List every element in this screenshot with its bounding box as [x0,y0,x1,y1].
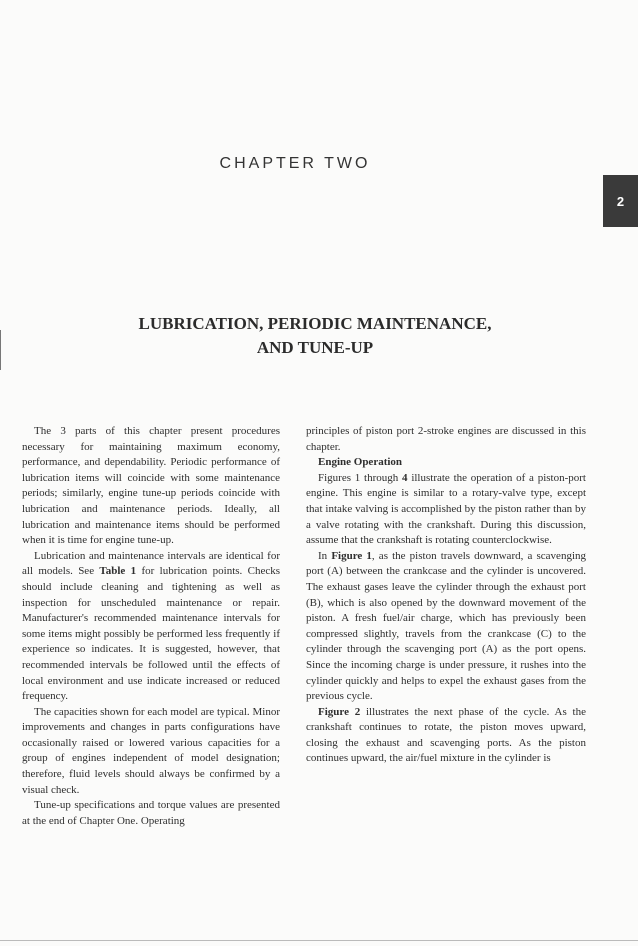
chapter-heading: CHAPTER TWO [219,155,371,172]
paragraph: The capacities shown for each model are typical. Minor improvements and changes in parts configurations have occasionally raised or lowered various capacities for a group of engines independent of model designation; therefore, fluid levels should always be confirmed by a visual check. [22,705,280,796]
section-heading: Engine Operation [318,456,403,469]
bottom-rule [0,940,638,941]
paragraph: Lubrication and maintenance intervals are identical for all models. See Table 1 for lubrication points. Checks should include cleaning and tightening as well as inspection for unscheduled maintenance or repair. Manufacturer's recommended maintenance intervals for some items might possibly be performed less frequently if experience so indicates. It is suggested, however, that recommended intervals be followed until the effects of local environment and use indicate increased or reduced frequency. [22,549,281,703]
left-column [22,424,280,829]
figure-reference: Figure 1 [331,549,372,562]
figure-reference: Figure 2 [318,705,361,718]
paragraph: Figure 2 illustrates the next phase of the cycle. As the crankshaft continues to rotate, the piston moves upward, closing the exhaust and scavenging ports. As the piston continues upward, the air/fuel mixture in the cylinder is [306,705,586,765]
paragraph: Tune-up specifications and torque values are presented at the end of Chapter One. Operating [22,799,280,827]
right-column [306,424,586,767]
chapter-title [40,312,590,360]
figure-reference: 4 [402,471,408,484]
chapter-title-line2: AND TUNE-UP [256,338,374,357]
chapter-tab: 2 [603,175,638,227]
paragraph: The 3 parts of this chapter present procedures necessary for maintaining maximum economy, performance, and dependability. Periodic performance of lubrication items will coincide with some maintenance periods; similarly, engine tune-up periods coincide with lubrication and maintenance periods. Ideally, all lubrication and maintenance items should be performed when it is time for engine tune-up. [22,425,280,547]
left-margin-rule [0,330,1,370]
table-reference: Table 1 [99,565,137,578]
paragraph: Figures 1 through 4 illustrate the operation of a piston-port engine. This engine is similar to a rotary-valve type, except that intake valving is accomplished by the piston rather than by a valve rotating with the crankshaft. During this discussion, assume that the crankshaft is rotating counterclockwise. [306,471,586,547]
paragraph: In Figure 1, as the piston travels downward, a scavenging port (A) between the crankcase and the cylinder is uncovered. The exhaust gases leave the cylinder through the exhaust port (B), which is also opened by the downward movement of the piston. A fresh fuel/air charge, which has previously been compressed slightly, travels from the crankcase (C) to the cylinder through the scavenging port (A) as the port opens. Since the incoming charge is under pressure, it rushes into the cylinder quickly and helps to expel the exhaust gases from the previous cycle. [306,549,586,703]
chapter-title-line1: LUBRICATION, PERIODIC MAINTENANCE, [138,314,492,333]
paragraph: principles of piston port 2-stroke engines are discussed in this chapter. [306,425,586,453]
